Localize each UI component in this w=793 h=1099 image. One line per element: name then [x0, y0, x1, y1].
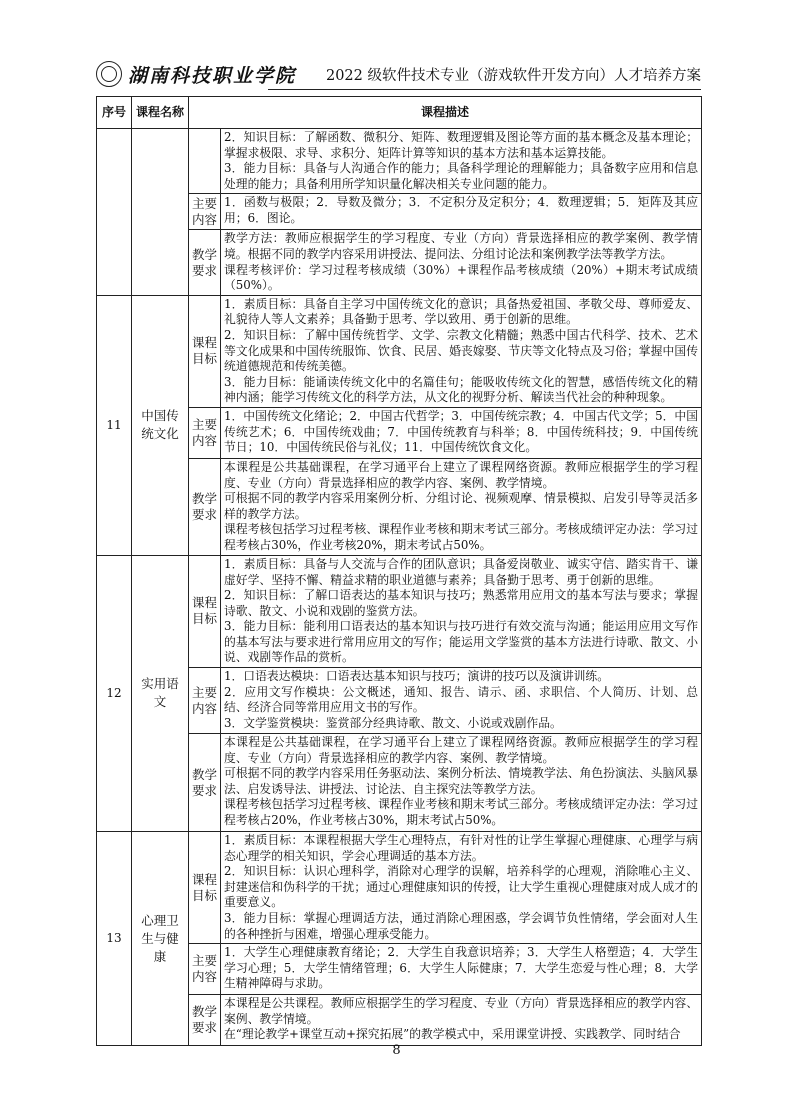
curriculum-table — [96, 96, 702, 1046]
page-header — [96, 56, 701, 90]
content-line: 2．应用文写作模块：公文概述，通知、报告、请示、函、求职信、个人简历、计划、总结、经济合同等常用应用文书的写作。 — [224, 684, 699, 715]
course-name-cell: 心理卫生与健康 — [132, 832, 189, 1046]
goals-cell — [221, 832, 702, 944]
content-label-cell: 主要内容 — [189, 407, 221, 458]
req-line: 课程考核评价：学习过程考核成绩（30%）+课程作品考核成绩（20%）+期末考试成绩（50%）。 — [224, 262, 699, 293]
content-label-cell: 主要内容 — [189, 194, 221, 230]
content-line: 1．中国传统文化绪论；2．中国古代哲学；3．中国传统宗教；4．中国古代文学；5．中国传统艺术；6．中国传统戏曲；7．中国传统教育与科举；8．中国传统科技；9．中国传统节日；10．中国传统民俗与礼仪；11．中国传统饮食文化。 — [224, 408, 699, 455]
goals-line: 2．知识目标：了解函数、微积分、矩阵、数理逻辑及图论等方面的基本概念及基本理论；掌握求极限、求导、求积分、矩阵计算等知识的基本方法和基本运算技能。 — [224, 130, 699, 160]
goals-line: 3．能力目标：能利用口语表达的基本知识与技巧进行有效交流与沟通；能运用应用文写作的基本写法与要求进行常用应用文的写作；能运用文学鉴赏的基本方法进行诗歌、散文、小说、戏剧等作品的赏析。 — [224, 619, 699, 665]
course-name-cell — [132, 129, 189, 296]
goals-cell — [221, 129, 702, 194]
goals-line: 3．能力目标：具备与人沟通合作的能力；具备科学理论的理解能力；具备数字应用和信息处理的能力；具备利用所学知识量化解决相关专业问题的能力。 — [224, 161, 699, 191]
content-label-cell: 主要内容 — [189, 944, 221, 995]
header-course-name: 课程名称 — [132, 97, 189, 129]
req-cell — [221, 230, 702, 295]
content-line: 1．大学生心理健康教育绪论；2．大学生自我意识培养；3．大学生人格塑造；4．大学生学习心理；5．大学生情绪管理；6．大学生人际健康；7．大学生恋爱与性心理；8．大学生精神障碍与求助。 — [224, 945, 699, 991]
goals-line: 2．知识目标：了解中国传统哲学、文学、宗教文化精髓；熟悉中国古代科学、技术、艺术等文化成果和中国传统服饰、饮食、民居、婚丧嫁娶、节庆等文化特点及习俗；掌握中国传统道德规范和传统美德。 — [224, 327, 699, 374]
school-name-logo-text: 湖南科技职业学院 — [128, 64, 297, 87]
course-num-cell — [97, 129, 132, 296]
req-line: 课程考核包括学习过程考核、课程作业考核和期末考试三部分。考核成绩评定办法：学习过程考核占20%，作业考核占30%，期末考试占50%。 — [224, 797, 699, 828]
content-cell — [221, 194, 702, 230]
req-line: 可根据不同的教学内容采用任务驱动法、案例分析法、情境教学法、角色扮演法、头脑风暴法、启发诱导法、讲授法、讨论法、自主探究法等教学方法。 — [224, 766, 699, 796]
req-line: 可根据不同的教学内容采用案例分析、分组讨论、视频观摩、情景模拟、启发引导等灵活多样的教学方法。 — [224, 491, 699, 521]
header-num: 序号 — [97, 97, 132, 129]
content-cell — [221, 668, 702, 734]
course-name-cell: 实用语文 — [132, 555, 189, 831]
req-line: 本课程是公共基础课程，在学习通平台上建立了课程网络资源。教师应根据学生的学习程度、专业（方向）背景选择相应的教学内容、案例、教学情境。 — [224, 735, 699, 765]
content-label-cell: 主要内容 — [189, 668, 221, 734]
req-label-cell: 教学要求 — [189, 734, 221, 832]
school-seal-icon — [96, 61, 122, 87]
table-row — [97, 555, 702, 667]
goals-line: 3．能力目标：能诵读传统文化中的名篇佳句；能吸收传统文化的智慧，感悟传统文化的精神内涵；能学习传统文化的科学方法，从文化的视野分析、解读当代社会的种种现象。 — [224, 374, 699, 405]
goals-label-cell — [189, 129, 221, 194]
req-line: 教学方法：教师应根据学生的学习程度、专业（方向）背景选择相应的教学案例、教学情境。根据不同的教学内容采用讲授法、提问法、分组讨论法和案例教学法等教学方法。 — [224, 231, 699, 261]
content-cell — [221, 944, 702, 995]
page-number: 8 — [392, 1043, 401, 1058]
course-num-cell: 12 — [97, 555, 132, 831]
goals-line: 2．知识目标：认识心理科学，消除对心理学的误解，培养科学的心理观，消除唯心主义、封建迷信和伪科学的干扰；通过心理健康知识的传授，让大学生重视心理健康对成人成才的重要意义。 — [224, 864, 699, 910]
goals-line: 2．知识目标：了解口语表达的基本知识与技巧；熟悉常用应用文的基本写法与要求；掌握诗歌、散文、小说和戏剧的鉴赏方法。 — [224, 588, 699, 618]
goals-line: 1．素质目标：本课程根据大学生心理特点，有针对性的让学生掌握心理健康、心理学与病态心理学的相关知识，学会心理调适的基本方法。 — [224, 833, 699, 863]
school-logo — [96, 60, 296, 88]
content-line: 3．文学鉴赏模块：鉴赏部分经典诗歌、散文、小说或戏剧作品。 — [224, 715, 562, 730]
course-name-cell: 中国传统文化 — [132, 295, 189, 555]
table-row — [97, 295, 702, 407]
goals-line: 1．素质目标：具备自主学习中国传统文化的意识；具备热爱祖国、孝敬父母、尊师爱友、礼貌待人等人文素养；具备勤于思考、学以致用、勇于创新的思维。 — [224, 296, 699, 327]
req-label-cell: 教学要求 — [189, 458, 221, 555]
course-num-cell: 11 — [97, 295, 132, 555]
header-course-desc: 课程描述 — [189, 97, 702, 129]
table-row — [97, 832, 702, 944]
goals-label-cell: 课程目标 — [189, 832, 221, 944]
req-line: 本课程是公共课程。教师应根据学生的学习程度、专业（方向）背景选择相应的教学内容、案例、教学情境。 — [224, 996, 699, 1026]
req-line: 在“理论教学+课堂互动+探究拓展”的教学模式中，采用课堂讲授、实践教学、同时结合 — [224, 1027, 681, 1042]
req-cell — [221, 995, 702, 1046]
goals-line: 3．能力目标：掌握心理调适方法，通过消除心理困惑，学会调节负性情绪，学会面对人生的各种挫折与困难，增强心理承受能力。 — [224, 911, 699, 941]
goals-cell — [221, 555, 702, 667]
req-cell — [221, 734, 702, 832]
goals-line: 1．素质目标：具备与人交流与合作的团队意识；具备爱岗敬业、诚实守信、踏实肯干、谦虚好学、坚持不懈、精益求精的职业道德与素养；具备勤于思考、勇于创新的思维。 — [224, 556, 699, 587]
content-line: 1．函数与极限；2．导数及微分；3．不定积分及定积分；4．数理逻辑；5．矩阵及其应用；6．图论。 — [224, 195, 699, 225]
req-cell — [221, 458, 702, 555]
document-title: 2022 级软件技术专业（游戏软件开发方向）人才培养方案 — [325, 68, 701, 84]
goals-label-cell: 课程目标 — [189, 295, 221, 407]
header-rule — [268, 89, 701, 90]
course-num-cell: 13 — [97, 832, 132, 1046]
goals-label-cell: 课程目标 — [189, 555, 221, 667]
req-line: 课程考核包括学习过程考核、课程作业考核和期末考试三部分。考核成绩评定办法：学习过程考核占30%，作业考核20%，期末考试占50%。 — [224, 522, 699, 552]
req-label-cell: 教学要求 — [189, 230, 221, 295]
content-cell — [221, 407, 702, 458]
content-line: 1．口语表达模块：口语表达基本知识与技巧；演讲的技巧以及演讲训练。 — [224, 669, 610, 684]
req-line: 本课程是公共基础课程，在学习通平台上建立了课程网络资源。教师应根据学生的学习程度、专业（方向）背景选择相应的教学内容、案例、教学情境。 — [224, 459, 699, 490]
goals-cell — [221, 295, 702, 407]
req-label-cell: 教学要求 — [189, 995, 221, 1046]
table-header-row — [97, 97, 702, 129]
table-row — [97, 129, 702, 194]
